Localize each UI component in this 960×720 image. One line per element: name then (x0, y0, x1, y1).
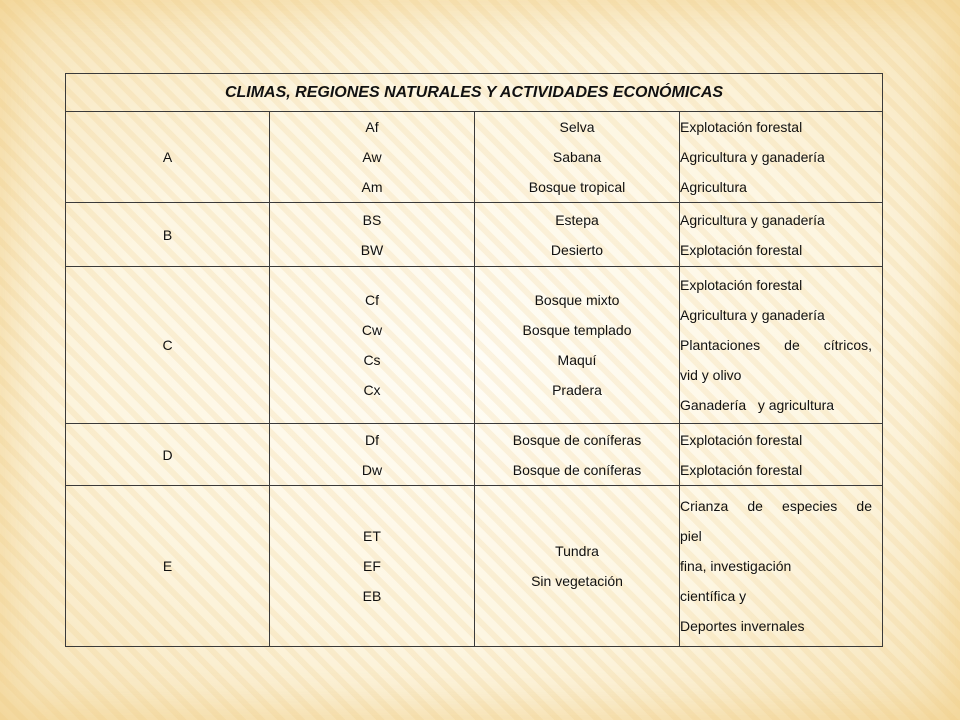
economic-activity: Agricultura y ganadería (680, 211, 825, 228)
economic-activity: fina, investigación (680, 558, 792, 574)
climate-code: Am (361, 179, 383, 195)
economic-activity: Explotación forestal (680, 461, 803, 478)
economic-activity: Deportes invernales (680, 618, 805, 634)
table-row (66, 486, 883, 647)
table-row (66, 203, 883, 267)
natural-region: Tundra (555, 543, 599, 559)
economic-activity: Explotación forestal (680, 431, 803, 448)
economic-activity: Agricultura y ganadería (680, 149, 825, 165)
economic-activity: Agricultura y ganadería (680, 307, 825, 323)
climate-code: Df (365, 431, 379, 448)
climate-group-cell: D (66, 424, 270, 486)
climate-code: EB (362, 588, 382, 604)
economic-activity: Ganadería y agricultura (680, 397, 835, 413)
climate-codes-cell (270, 424, 475, 486)
economic-activity: Explotación forestal (680, 241, 803, 258)
table-title: CLIMAS, REGIONES NATURALES Y ACTIVIDADES ECONÓMICAS (66, 74, 883, 112)
climate-codes-cell (270, 203, 475, 267)
economic-activity-cell (680, 486, 883, 647)
economic-activity: Crianza de especies de (680, 498, 872, 514)
natural-region: Bosque de coníferas (512, 461, 642, 478)
economic-activity-cell (680, 112, 883, 203)
natural-region: Maquí (557, 352, 597, 368)
economic-activity: piel (680, 528, 702, 544)
climate-code: Dw (361, 461, 383, 478)
natural-region-cell (475, 267, 680, 424)
climate-code: EF (363, 558, 381, 574)
natural-region-cell (475, 424, 680, 486)
climate-codes-cell (270, 267, 475, 424)
table-row (66, 424, 883, 486)
natural-region: Bosque de coníferas (512, 431, 642, 448)
economic-activity: Explotación forestal (680, 119, 803, 135)
title-row (66, 74, 883, 112)
climate-code: Cx (363, 382, 381, 398)
economic-activity: Plantaciones de cítricos, (680, 337, 872, 353)
climate-code: Aw (362, 149, 382, 165)
natural-region-cell (475, 203, 680, 267)
natural-region: Sabana (552, 149, 602, 165)
climate-group-cell: E (66, 486, 270, 647)
climate-code: BW (360, 241, 384, 258)
climate-code: Cw (361, 322, 383, 338)
natural-region: Selva (559, 119, 595, 135)
natural-region: Bosque tropical (528, 179, 626, 195)
economic-activity: Explotación forestal (680, 277, 803, 293)
climate-code: BS (362, 211, 382, 228)
climate-code: Af (365, 119, 379, 135)
climate-code: ET (363, 528, 381, 544)
economic-activity: vid y olivo (680, 367, 742, 383)
economic-activity-cell (680, 267, 883, 424)
natural-region: Bosque mixto (534, 292, 620, 308)
economic-activity-cell (680, 203, 883, 267)
natural-region: Estepa (555, 211, 599, 228)
economic-activity: científica y (680, 588, 747, 604)
climate-codes-cell (270, 112, 475, 203)
climate-group-cell: B (66, 203, 270, 267)
climate-codes-cell (270, 486, 475, 647)
natural-region: Desierto (550, 241, 604, 258)
natural-region-cell (475, 486, 680, 647)
natural-region: Sin vegetación (531, 573, 623, 589)
table-row (66, 267, 883, 424)
climate-group-cell: A (66, 112, 270, 203)
natural-region: Pradera (552, 382, 602, 398)
natural-region-cell (475, 112, 680, 203)
natural-region: Bosque templado (522, 322, 632, 338)
climate-group-cell: C (66, 267, 270, 424)
climate-code: Cs (363, 352, 381, 368)
climate-table (65, 73, 883, 647)
economic-activity-cell (680, 424, 883, 486)
economic-activity: Agricultura (680, 179, 747, 195)
table-row (66, 112, 883, 203)
climate-code: Cf (365, 292, 379, 308)
